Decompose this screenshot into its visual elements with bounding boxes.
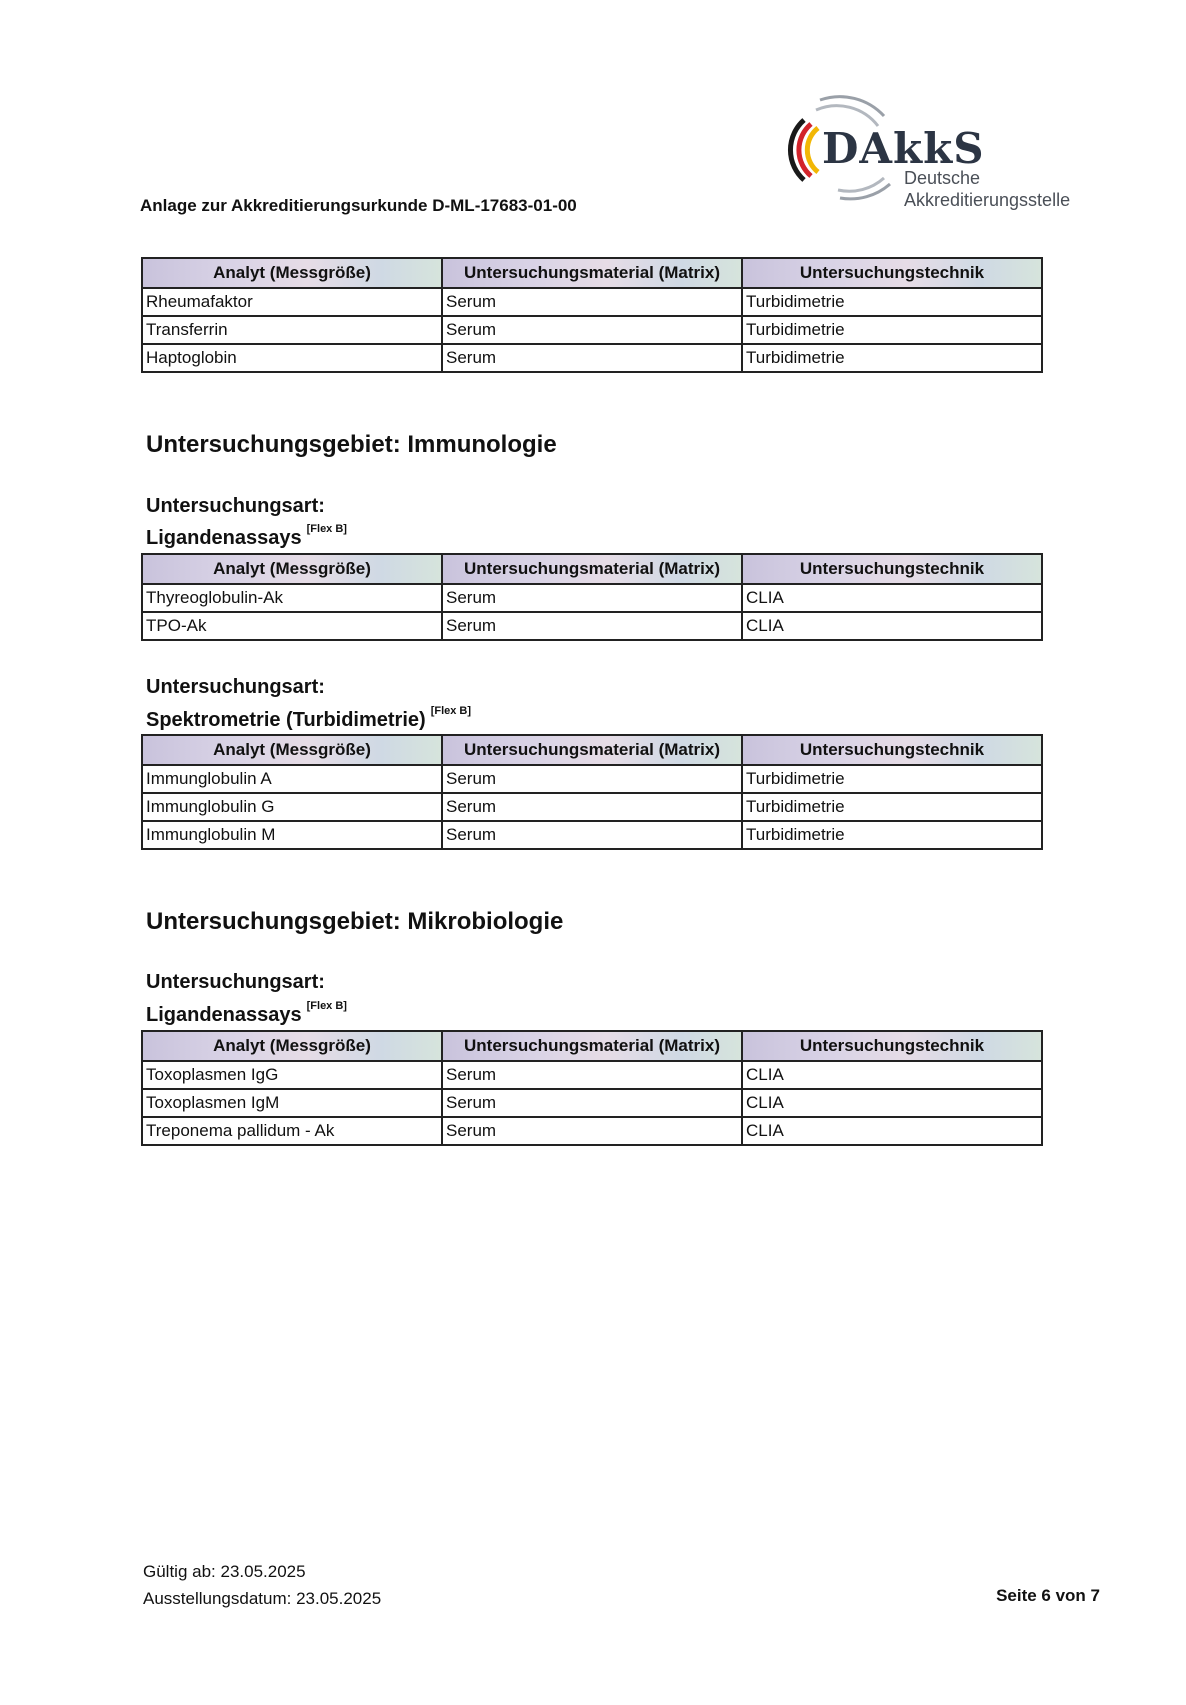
art-name: Spektrometrie (Turbidimetrie) (146, 709, 426, 731)
dakks-logo (780, 86, 1080, 216)
page-number: Seite 6 von 7 (996, 1586, 1100, 1605)
cell-analyt: Rheumafaktor (142, 288, 442, 316)
col-header-analyt: Analyt (Messgröße) (142, 554, 442, 584)
col-header-analyt: Analyt (Messgröße) (142, 735, 442, 765)
valid-from: Gültig ab: 23.05.2025 (143, 1562, 306, 1581)
cell-technik: Turbidimetrie (742, 821, 1042, 849)
cell-matrix: Serum (442, 821, 742, 849)
table-row (142, 612, 1042, 640)
cell-matrix: Serum (442, 793, 742, 821)
col-header-analyt: Analyt (Messgröße) (142, 258, 442, 288)
art-name: Ligandenassays (146, 527, 302, 549)
cell-technik: Turbidimetrie (742, 793, 1042, 821)
table-row (142, 584, 1042, 612)
flex-marker: [Flex B] (306, 1000, 347, 1012)
section-title-immunologie: Untersuchungsgebiet: Immunologie (146, 431, 557, 458)
cell-analyt: Immunglobulin A (142, 765, 442, 793)
cell-analyt: Thyreoglobulin-Ak (142, 584, 442, 612)
cell-technik: CLIA (742, 612, 1042, 640)
cell-technik: CLIA (742, 584, 1042, 612)
untersuchungsart-name (146, 523, 347, 550)
table-row (142, 316, 1042, 344)
col-header-matrix: Untersuchungsmaterial (Matrix) (442, 735, 742, 765)
cell-matrix: Serum (442, 1061, 742, 1089)
section-title-mikrobiologie: Untersuchungsgebiet: Mikrobiologie (146, 908, 564, 935)
col-header-technik: Untersuchungstechnik (742, 258, 1042, 288)
table-continued (141, 257, 1043, 373)
cell-matrix: Serum (442, 584, 742, 612)
flex-marker: [Flex B] (306, 523, 347, 535)
cell-matrix: Serum (442, 288, 742, 316)
table-row (142, 288, 1042, 316)
col-header-analyt: Analyt (Messgröße) (142, 1031, 442, 1061)
table-row (142, 821, 1042, 849)
cell-analyt: Immunglobulin G (142, 793, 442, 821)
cell-analyt: Toxoplasmen IgG (142, 1061, 442, 1089)
untersuchungsart-name (146, 705, 472, 732)
table-row (142, 1089, 1042, 1117)
table-row (142, 1117, 1042, 1145)
logo-wordmark: DAkkS (822, 124, 985, 173)
untersuchungsart-label: Untersuchungsart: (146, 971, 325, 993)
cell-analyt: Toxoplasmen IgM (142, 1089, 442, 1117)
cell-technik: CLIA (742, 1117, 1042, 1145)
document-title: Anlage zur Akkreditierungsurkunde D-ML-17683-01-00 (140, 196, 577, 215)
cell-analyt: Haptoglobin (142, 344, 442, 372)
col-header-matrix: Untersuchungsmaterial (Matrix) (442, 1031, 742, 1061)
col-header-matrix: Untersuchungsmaterial (Matrix) (442, 258, 742, 288)
table-row (142, 793, 1042, 821)
col-header-matrix: Untersuchungsmaterial (Matrix) (442, 554, 742, 584)
untersuchungsart-label: Untersuchungsart: (146, 676, 325, 698)
issue-date: Ausstellungsdatum: 23.05.2025 (143, 1589, 382, 1608)
cell-matrix: Serum (442, 765, 742, 793)
col-header-technik: Untersuchungstechnik (742, 554, 1042, 584)
cell-technik: Turbidimetrie (742, 288, 1042, 316)
cell-technik: Turbidimetrie (742, 344, 1042, 372)
cell-matrix: Serum (442, 316, 742, 344)
flex-marker: [Flex B] (430, 705, 472, 717)
logo-subtitle-2: Akkreditierungsstelle (904, 190, 1071, 210)
cell-analyt: Immunglobulin M (142, 821, 442, 849)
col-header-technik: Untersuchungstechnik (742, 735, 1042, 765)
cell-matrix: Serum (442, 1117, 742, 1145)
table-row (142, 1061, 1042, 1089)
logo-subtitle-1: Deutsche (904, 168, 981, 188)
col-header-technik: Untersuchungstechnik (742, 1031, 1042, 1061)
untersuchungsart-label: Untersuchungsart: (146, 495, 325, 517)
cell-matrix: Serum (442, 344, 742, 372)
untersuchungsart-name (146, 1000, 347, 1027)
cell-matrix: Serum (442, 612, 742, 640)
table-immunologie-ligandenassays (141, 553, 1043, 641)
table-mikrobiologie-ligandenassays (141, 1030, 1043, 1146)
table-row (142, 344, 1042, 372)
table-row (142, 765, 1042, 793)
cell-matrix: Serum (442, 1089, 742, 1117)
art-name: Ligandenassays (146, 1004, 302, 1026)
cell-technik: CLIA (742, 1089, 1042, 1117)
cell-technik: CLIA (742, 1061, 1042, 1089)
cell-analyt: Transferrin (142, 316, 442, 344)
cell-analyt: Treponema pallidum - Ak (142, 1117, 442, 1145)
cell-technik: Turbidimetrie (742, 765, 1042, 793)
table-immunologie-spektrometrie (141, 734, 1043, 850)
cell-analyt: TPO-Ak (142, 612, 442, 640)
cell-technik: Turbidimetrie (742, 316, 1042, 344)
